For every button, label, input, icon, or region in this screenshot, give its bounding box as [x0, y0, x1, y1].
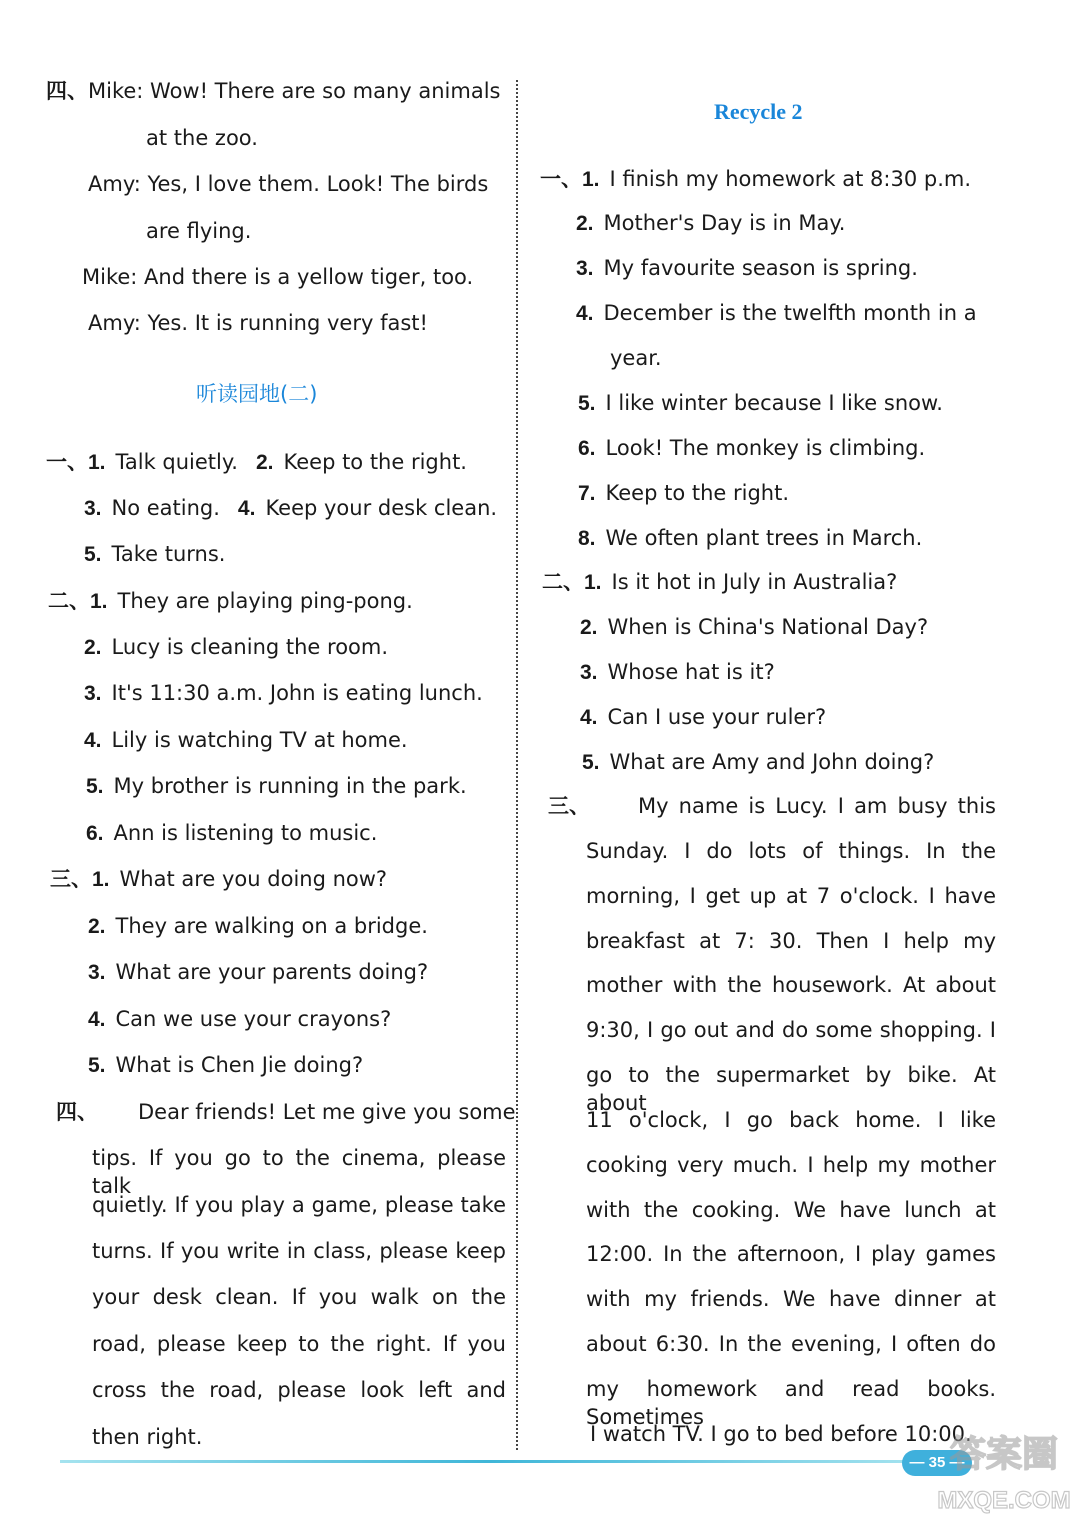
passage-line: cooking very much. I help my mother: [586, 1153, 996, 1177]
answer-line: 3. Whose hat is it?: [580, 660, 775, 684]
answer-line: 5. What are Amy and John doing?: [582, 750, 935, 774]
passage-line: 9:30, I go out and do some shopping. I: [586, 1018, 996, 1042]
column-divider: [516, 80, 518, 1450]
passage-line: tips. If you go to the cinema, please talk: [92, 1146, 506, 1198]
passage-line: morning, I get up at 7 o'clock. I have: [586, 884, 996, 908]
section-marker: 二、: [48, 589, 90, 613]
watermark-url: MXQE.COM: [937, 1487, 1071, 1514]
passage-line: then right.: [92, 1425, 203, 1449]
section-marker: 一、: [46, 450, 88, 474]
answer-line: 2. Lucy is cleaning the room.: [84, 635, 389, 659]
passage-line: My name is Lucy. I am busy this: [638, 794, 996, 818]
passage-line: Sunday. I do lots of things. In the: [586, 839, 996, 863]
answer-line: 6. Ann is listening to music.: [86, 821, 378, 845]
watermark-text: 答案圈: [949, 1434, 1059, 1475]
answer-line: 三、1. What are you doing now?: [50, 867, 388, 891]
passage-line: I watch TV. I go to bed before 10:00.: [590, 1422, 972, 1446]
passage-line: with the cooking. We have lunch at: [586, 1198, 996, 1222]
passage-line: turns. If you write in class, please keep: [92, 1239, 506, 1263]
passage-line: 12:00. In the afternoon, I play games: [586, 1242, 996, 1266]
answer-line: 二、1. Is it hot in July in Australia?: [542, 570, 898, 594]
answer-line: 一、1. Talk quietly. 2. Keep to the right.: [46, 450, 467, 474]
answer-line: 2. When is China's National Day?: [580, 615, 929, 639]
section-marker: 三、: [548, 794, 590, 818]
section-marker: 四、: [46, 79, 88, 103]
answer-line: 5. I like winter because I like snow.: [578, 391, 943, 415]
dialogue-line: at the zoo.: [146, 126, 258, 150]
dialogue-line: 四、Mike: Wow! There are so many animals: [46, 79, 501, 103]
answer-line: year.: [610, 346, 662, 370]
dialogue-line: are flying.: [146, 219, 252, 243]
answer-line: 5. What is Chen Jie doing?: [88, 1053, 364, 1077]
answer-line: 2. Mother's Day is in May.: [576, 211, 846, 235]
watermark-logo-icon: [930, 1408, 1078, 1528]
page-number: — 35 —: [902, 1450, 972, 1476]
section-marker: 四、: [56, 1100, 98, 1124]
passage-line: mother with the housework. At about: [586, 973, 996, 997]
answer-line: 8. We often plant trees in March.: [578, 526, 923, 550]
section-title: 听读园地(二): [196, 382, 318, 406]
passage-line: about 6:30. In the evening, I often do: [586, 1332, 996, 1356]
passage-line: 11 o'clock, I go back home. I like: [586, 1108, 996, 1132]
answer-line: 6. Look! The monkey is climbing.: [578, 436, 926, 460]
answer-line: 二、1. They are playing ping-pong.: [48, 589, 413, 613]
passage-line: Dear friends! Let me give you some: [138, 1100, 516, 1124]
dialogue-line: Amy: Yes. It is running very fast!: [88, 311, 428, 335]
answer-line: 4. Can I use your ruler?: [580, 705, 827, 729]
passage-line: cross the road, please look left and: [92, 1378, 506, 1402]
answer-line: 2. They are walking on a bridge.: [88, 914, 428, 938]
answer-line: 一、1. I finish my homework at 8:30 p.m.: [540, 167, 972, 191]
answer-line: 3. It's 11:30 a.m. John is eating lunch.: [84, 681, 483, 705]
dialogue-line: Mike: And there is a yellow tiger, too.: [82, 265, 474, 289]
answer-line: 3. What are your parents doing?: [88, 960, 429, 984]
answer-line: 3. No eating. 4. Keep your desk clean.: [84, 496, 498, 520]
passage-line: breakfast at 7: 30. Then I help my: [586, 929, 996, 953]
footer-rule: [60, 1460, 920, 1463]
passage-line: quietly. If you play a game, please take: [92, 1193, 506, 1217]
answer-line: 5. My brother is running in the park.: [86, 774, 467, 798]
section-title: Recycle 2: [714, 99, 803, 124]
answer-line: 5. Take turns.: [84, 542, 226, 566]
answer-line: 4. Can we use your crayons?: [88, 1007, 392, 1031]
passage-line: my homework and read books. Sometimes: [586, 1377, 996, 1429]
answer-line: 4. Lily is watching TV at home.: [84, 728, 408, 752]
passage-line: with my friends. We have dinner at: [586, 1287, 996, 1311]
answer-line: 3. My favourite season is spring.: [576, 256, 918, 280]
answer-line: 7. Keep to the right.: [578, 481, 789, 505]
answer-line: 4. December is the twelfth month in a: [576, 301, 977, 325]
passage-line: go to the supermarket by bike. At about: [586, 1063, 996, 1115]
passage-line: road, please keep to the right. If you: [92, 1332, 506, 1356]
section-marker: 三、: [50, 867, 92, 891]
section-marker: 一、: [540, 167, 582, 191]
passage-line: your desk clean. If you walk on the: [92, 1285, 506, 1309]
dialogue-line: Amy: Yes, I love them. Look! The birds: [88, 172, 489, 196]
section-marker: 二、: [542, 570, 584, 594]
